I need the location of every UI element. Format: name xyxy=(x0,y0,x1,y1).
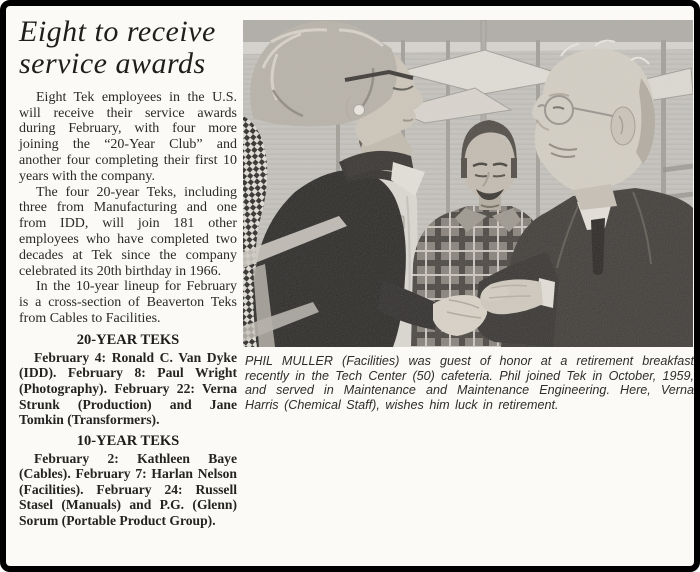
service-list-10-year-teks: February 2: Kathleen Baye (Cables). February 7: Harlan Nelson (Facilities). February 24: Russell Stasel (Manuals) and P.G. (Glenn) Sorum (Portable Product Group). xyxy=(19,450,237,529)
article-paragraph-2: The four 20-year Teks, including three from Manufacturing and one from IDD, will join 181 other employees who have completed two decades at Tek since the company celebrated its 20th birthday in 1966. xyxy=(19,184,237,279)
photo-grain-overlay xyxy=(243,20,693,347)
retirement-photo-illustration xyxy=(243,20,693,347)
service-list-20-year-teks: February 4: Ronald C. Van Dyke (IDD). February 8: Paul Wright (Photography). February 22: Verna Strunk (Production) and Jane Tomkin (Transformers). xyxy=(19,349,237,428)
section-heading-10-year-teks: 10-YEAR TEKS xyxy=(76,432,180,449)
article-paragraph-3: In the 10-year lineup for February is a cross-section of Beaverton Teks from Cables to Facilities. xyxy=(19,279,237,326)
retirement-photo xyxy=(243,20,693,347)
section-heading-20-year-teks: 20-YEAR TEKS xyxy=(76,331,180,348)
article-paragraph-1: Eight Tek employees in the U.S. will receive their service awards during February, with four more joining the “20-Year Club” and another four completing their first 10 years with the company. xyxy=(19,89,237,184)
article-column xyxy=(19,16,237,529)
article-headline: Eight to receive service awards xyxy=(19,15,216,81)
photo-caption: PHIL MULLER (Facilities) was guest of honor at a retirement breakfast recently in the Tech Center (50) cafeteria. Phil joined Tek in October, 1959, and served in Maintenance and Maintenance Engineering. Here, Verna Harris (Chemical Staff), wishes him luck in retirement. xyxy=(245,354,694,412)
